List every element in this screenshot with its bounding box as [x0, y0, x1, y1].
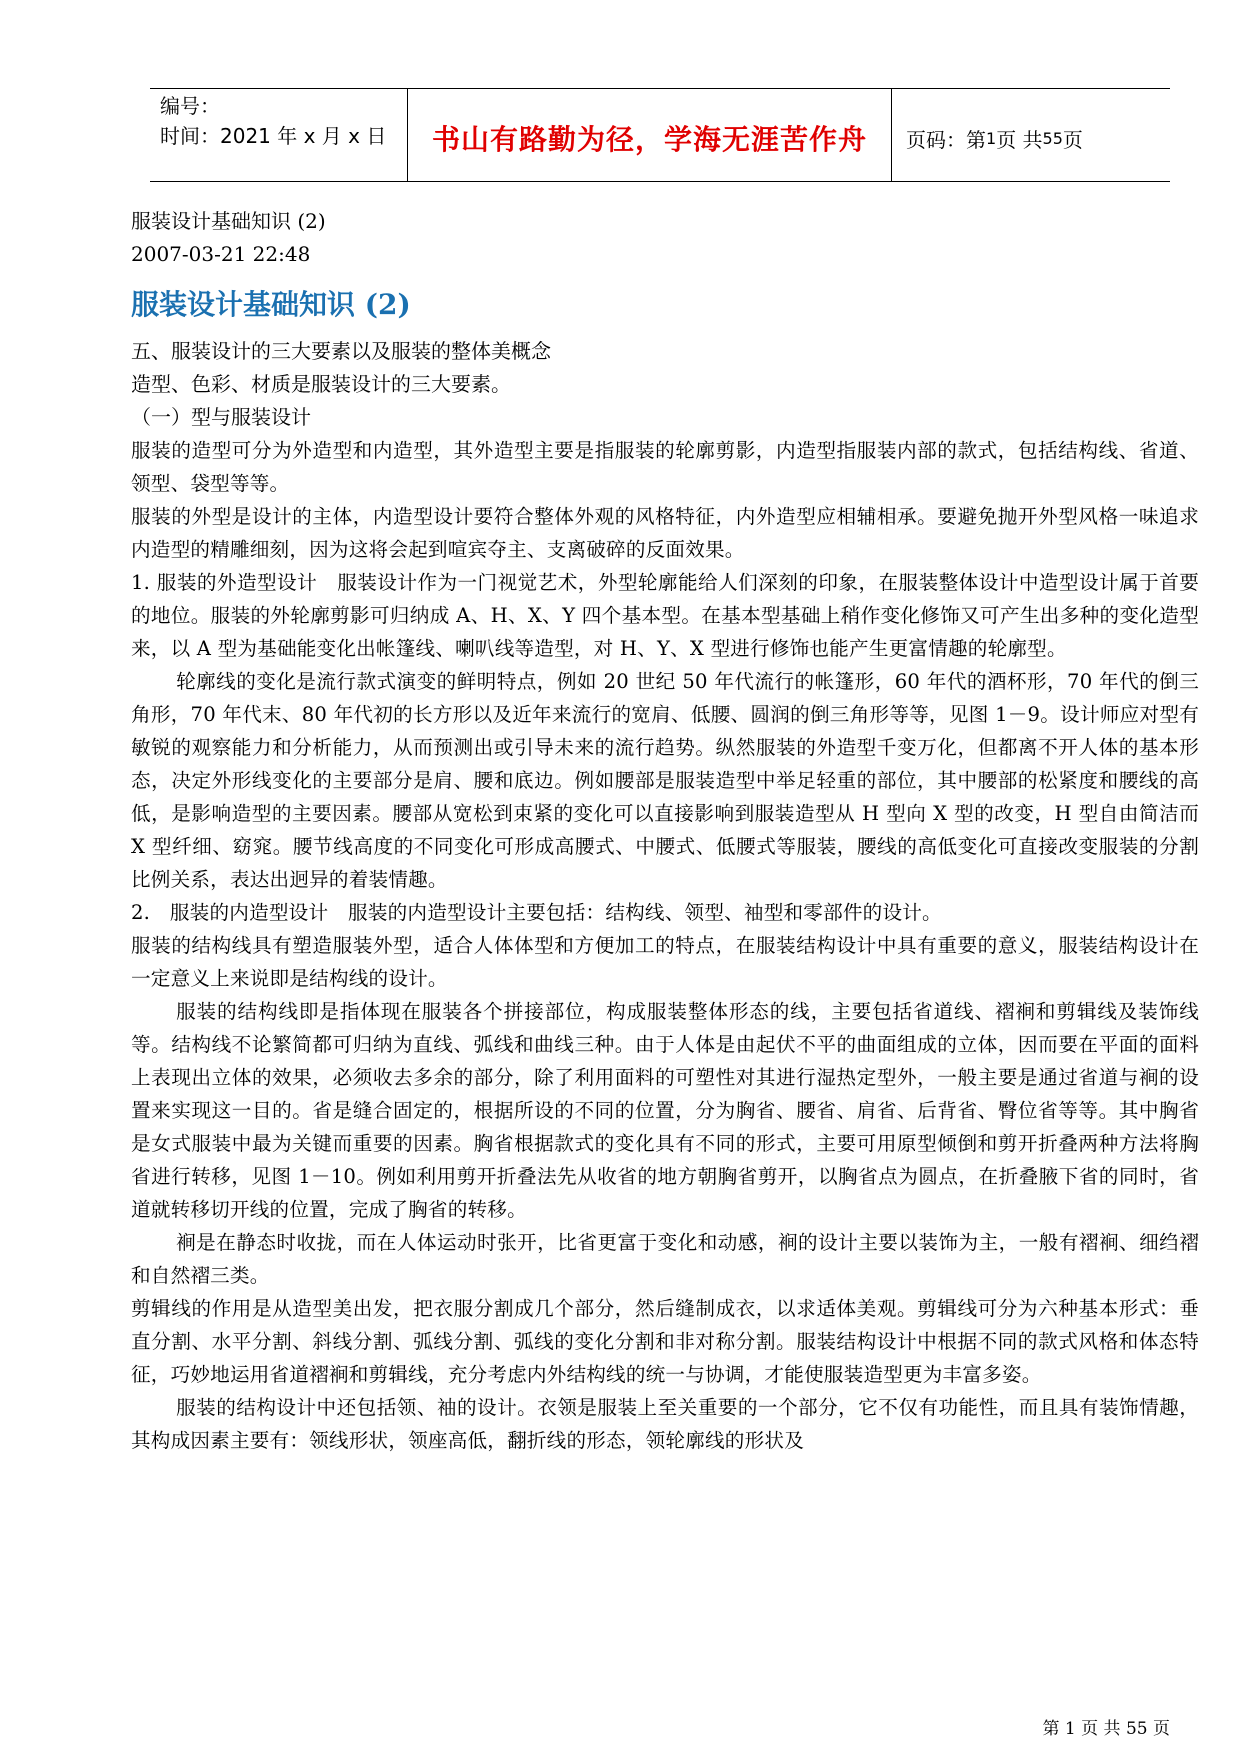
header-page-total: 55 [1042, 128, 1063, 148]
paragraph: 2. 服装的内造型设计 服装的内造型设计主要包括：结构线、领型、袖型和零部件的设计。 [131, 901, 942, 924]
document-number-label: 编号： [160, 94, 220, 118]
footer-page-total: 55 [1125, 1719, 1148, 1739]
page-footer [1043, 1714, 1171, 1739]
paragraph: 剪辑线的作用是从造型美出发，把衣服分割成几个部分，然后缝制成衣，以求适体美观。剪辑线可分为六种基本形式：垂直分割、水平分割、斜线分割、弧线分割、弧线的变化分割和非对称分割。服装结构设计中根据不同的款式风格和体态特征，巧妙地运用省道褶裥和剪辑线，充分考虑内外结构线的统一与协调，才能使服装造型更为丰富多姿。 [131, 1297, 1199, 1386]
footer-page-number: 1 [1064, 1719, 1076, 1739]
paragraph: 服装的结构线具有塑造服装外型，适合人体体型和方便加工的特点，在服装结构设计中具有重要的意义，服装结构设计在一定意义上来说即是结构线的设计。 [131, 934, 1199, 990]
article-body [131, 205, 1199, 1457]
header-motto: 书山有路勤为径，学海无涯苦作舟 [431, 123, 867, 156]
paragraph: 1. 服装的外造型设计 服装设计作为一门视觉艺术，外型轮廓能给人们深刻的印象，在服装整体设计中造型设计属于首要的地位。服装的外轮廓剪影可归纳成 A、H、X、Y 四个基本型。在基本型基础上稍作变化修饰又可产生出多种的变化造型来，以 A 型为基础能变化出帐篷线、喇叭线等造型，对 H、Y、X 型进行修饰也能产生更富情趣的轮廓型。 [131, 571, 1199, 660]
paragraph: 轮廓线的变化是流行款式演变的鲜明特点，例如 20 世纪 50 年代流行的帐篷形，60 年代的酒杯形，70 年代的倒三角形，70 年代末、80 年代初的长方形以及近年来流行的宽肩、低腰、圆润的倒三角形等等，见图 1－9。设计师应对型有敏锐的观察能力和分析能力，从而预测出或引导未来的流行趋势。纵然服装的外造型千变万化，但都离不开人体的基本形态，决定外形线变化的主要部分是肩、腰和底边。例如腰部是服装造型中举足轻重的部位，其中腰部的松紧度和腰线的高低，是影响造型的主要因素。腰部从宽松到束紧的变化可以直接影响到服装造型从 H 型向 X 型的改变，H 型自由简洁而 X 型纤细、窈窕。腰节线高度的不同变化可形成高腰式、中腰式、低腰式等服装，腰线的高低变化可直接改变服装的分割比例关系，表达出迥异的着装情趣。 [131, 670, 1199, 891]
footer-suffix: 页 [1147, 1719, 1170, 1739]
section-heading: 五、服装设计的三大要素以及服装的整体美概念 [131, 339, 551, 363]
article-datetime: 2007-03-21 22:48 [131, 242, 311, 266]
footer-mid: 页 共 [1075, 1719, 1126, 1739]
subsection-heading: （一）型与服装设计 [131, 405, 311, 429]
header-meta-cell [150, 89, 408, 181]
paragraph: 服装的结构线即是指体现在服装各个拼接部位，构成服装整体形态的线，主要包括省道线、褶裥和剪辑线及装饰线等。结构线不论繁简都可归纳为直线、弧线和曲线三种。由于人体是由起伏不平的曲面组成的立体，因而要在平面的面料上表现出立体的效果，必须收去多余的部分，除了利用面料的可塑性对其进行湿热定型外，一般主要是通过省道与裥的设置来实现这一目的。省是缝合固定的，根据所设的不同的位置，分为胸省、腰省、肩省、后背省、臀位省等等。其中胸省是女式服装中最为关键而重要的因素。胸省根据款式的变化具有不同的形式，主要可用原型倾倒和剪开折叠两种方法将胸省进行转移，见图 1－10。例如利用剪开折叠法先从收省的地方朝胸省剪开，以胸省点为圆点，在折叠腋下省的同时，省道就转移切开线的位置，完成了胸省的转移。 [131, 1000, 1199, 1221]
paragraph: 服装的结构设计中还包括领、袖的设计。衣领是服装上至关重要的一个部分，它不仅有功能性，而且具有装饰情趣，其构成因素主要有：领线形状，领座高低，翻折线的形态，领轮廓线的形状及 [131, 1396, 1199, 1452]
header-page-prefix: 页码：第 [906, 127, 986, 152]
document-date-label: 时间：2021 年 x 月 x 日 [160, 124, 387, 148]
header-table [150, 88, 1170, 182]
paragraph: 造型、色彩、材质是服装设计的三大要素。 [131, 372, 511, 396]
header-motto-cell [408, 89, 892, 181]
header-page-number: 1 [986, 128, 997, 148]
header-page-mid: 页 共 [996, 127, 1043, 152]
header-page-cell [892, 89, 1170, 181]
footer-prefix: 第 [1042, 1719, 1065, 1739]
paragraph: 裥是在静态时收拢，而在人体运动时张开，比省更富于变化和动感，裥的设计主要以装饰为主，一般有褶裥、细绉褶和自然褶三类。 [131, 1231, 1199, 1287]
article-title: 服装设计基础知识 (2) [131, 288, 411, 321]
paragraph: 服装的造型可分为外造型和内造型，其外造型主要是指服装的轮廓剪影，内造型指服装内部的款式，包括结构线、省道、领型、袋型等等。 [131, 439, 1199, 495]
header-page-suffix: 页 [1062, 127, 1083, 152]
paragraph: 服装的外型是设计的主体，内造型设计要符合整体外观的风格特征，内外造型应相辅相承。要避免抛开外型风格一味追求内造型的精雕细刻，因为这将会起到喧宾夺主、支离破碎的反面效果。 [131, 505, 1199, 561]
source-title: 服装设计基础知识 (2) [131, 209, 326, 233]
